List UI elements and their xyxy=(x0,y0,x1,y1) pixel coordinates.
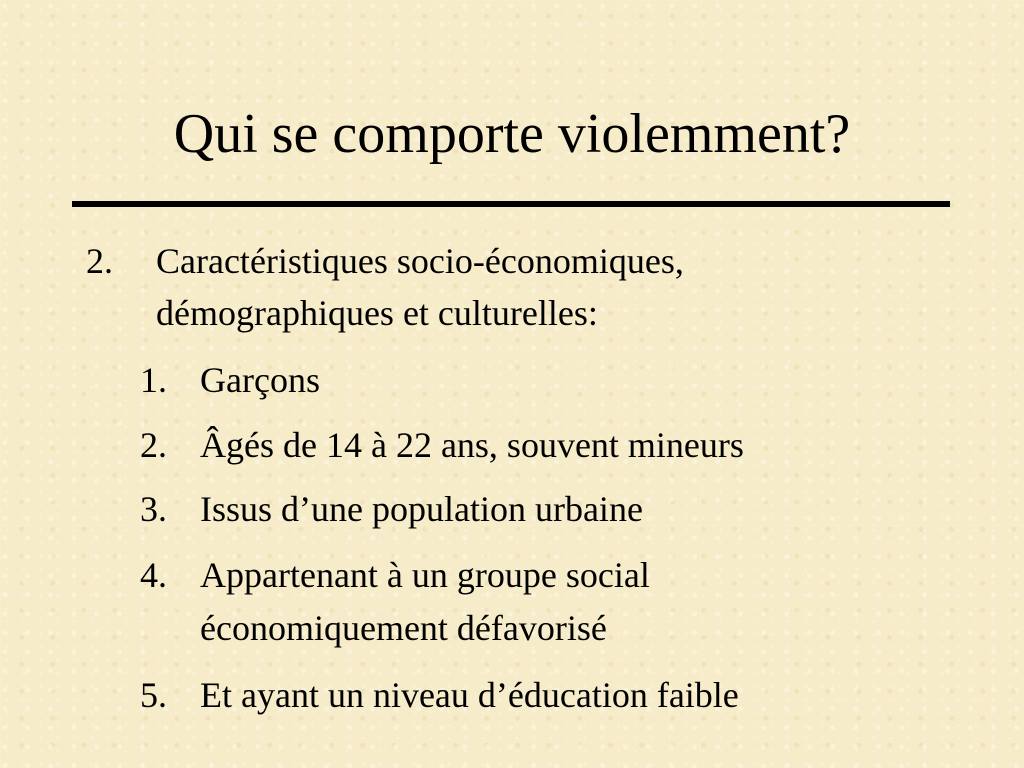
list-item-text-line-1: Appartenant à un groupe social xyxy=(200,555,650,595)
list-item-text: Garçons xyxy=(200,360,320,400)
main-item-line-2: démographiques et culturelles: xyxy=(156,293,598,333)
main-item-number: 2. xyxy=(86,241,113,281)
list-item-number: 1. xyxy=(140,360,167,400)
list-item-number: 3. xyxy=(140,489,167,529)
list-item-number: 5. xyxy=(140,675,167,715)
title-divider xyxy=(72,201,950,207)
list-item-number: 4. xyxy=(140,555,167,595)
list-item-text: Et ayant un niveau d’éducation faible xyxy=(200,675,739,715)
list-item-text-line-2: économiquement défavorisé xyxy=(200,608,607,648)
slide-title: Qui se comporte violemment? xyxy=(173,103,851,165)
list-item-text: Âgés de 14 à 22 ans, souvent mineurs xyxy=(200,425,744,465)
list-item-number: 2. xyxy=(140,425,167,465)
list-item-text: Issus d’une population urbaine xyxy=(200,489,643,529)
main-item-line-1: Caractéristiques socio-économiques, xyxy=(156,241,684,281)
